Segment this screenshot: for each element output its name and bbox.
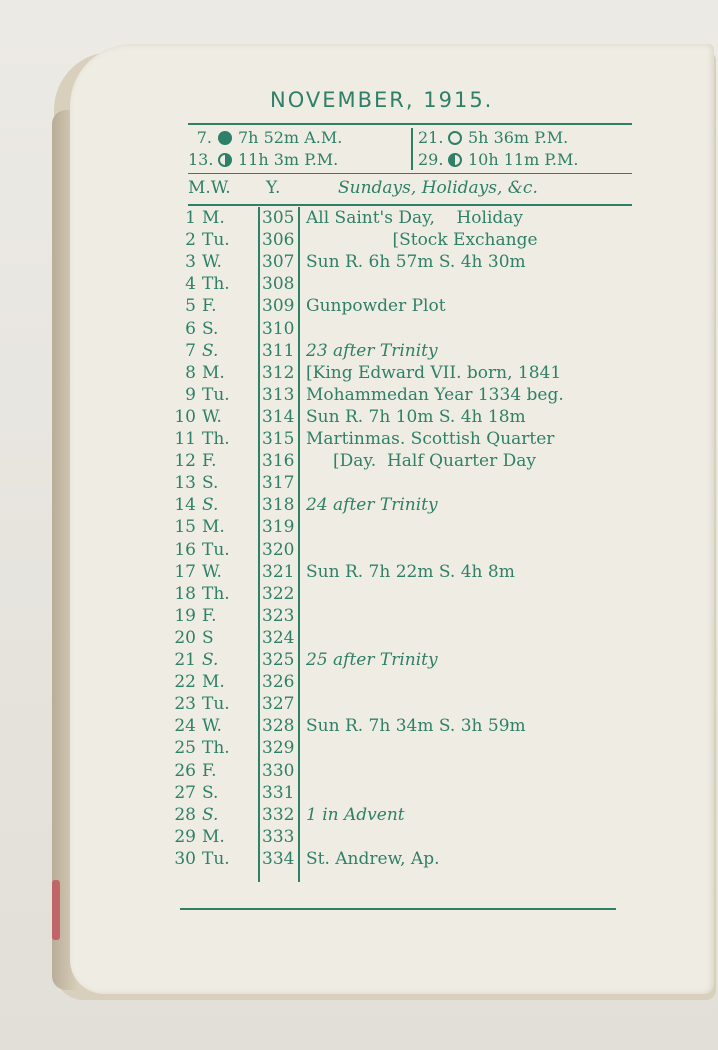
day-row bbox=[0, 761, 718, 783]
day-date bbox=[160, 738, 256, 758]
day-event: Sun R. 7h 34m S. 3h 59m bbox=[306, 716, 526, 737]
weekday: S. bbox=[202, 318, 219, 339]
weekday: Th. bbox=[202, 274, 230, 295]
day-event: Sun R. 6h 57m S. 4h 30m bbox=[306, 252, 526, 273]
weekday: F. bbox=[202, 605, 217, 626]
day-date bbox=[160, 849, 256, 869]
day-number: 20 bbox=[174, 627, 196, 648]
day-event: 1 in Advent bbox=[306, 804, 405, 825]
moon-phase-entry bbox=[418, 128, 568, 147]
weekday: F. bbox=[202, 451, 217, 472]
day-event: Mohammedan Year 1334 beg. bbox=[306, 384, 564, 405]
day-date bbox=[160, 584, 256, 604]
day-number: 29 bbox=[174, 826, 196, 847]
header-y: Y. bbox=[266, 178, 281, 198]
day-row bbox=[0, 230, 718, 252]
moon-phase-time: 5h 36m P.M. bbox=[468, 128, 569, 147]
full-moon-icon bbox=[448, 131, 462, 145]
moon-phase-time: 7h 52m A.M. bbox=[238, 128, 343, 147]
day-row bbox=[0, 407, 718, 429]
moon-phase-entry bbox=[418, 150, 578, 169]
weekday: Th. bbox=[202, 738, 230, 759]
weekday: M. bbox=[202, 517, 225, 538]
day-date bbox=[160, 628, 256, 648]
weekday: F. bbox=[202, 760, 217, 781]
day-date bbox=[160, 407, 256, 427]
day-date bbox=[160, 517, 256, 537]
day-number: 22 bbox=[174, 672, 196, 693]
weekday: S. bbox=[202, 782, 219, 803]
day-row bbox=[0, 827, 718, 849]
day-number: 2 bbox=[185, 230, 196, 251]
weekday: M. bbox=[202, 362, 225, 383]
day-date bbox=[160, 761, 256, 781]
day-number: 14 bbox=[174, 495, 196, 516]
day-of-year: 317 bbox=[262, 473, 295, 494]
day-date bbox=[160, 363, 256, 383]
day-date bbox=[160, 341, 256, 361]
day-number: 17 bbox=[174, 561, 196, 582]
day-number: 28 bbox=[174, 804, 196, 825]
day-number: 23 bbox=[174, 694, 196, 715]
day-row bbox=[0, 540, 718, 562]
day-number: 11 bbox=[174, 429, 196, 449]
day-date bbox=[160, 783, 256, 803]
header-notes: Sundays, Holidays, &c. bbox=[338, 178, 538, 198]
day-of-year: 315 bbox=[262, 429, 295, 449]
day-row bbox=[0, 694, 718, 716]
day-number: 27 bbox=[174, 782, 196, 803]
day-row bbox=[0, 274, 718, 296]
day-row bbox=[0, 562, 718, 584]
day-row bbox=[0, 451, 718, 473]
day-date bbox=[160, 296, 256, 316]
day-row bbox=[0, 296, 718, 318]
day-date bbox=[160, 208, 256, 228]
phase-rule bbox=[188, 173, 632, 174]
day-event: 23 after Trinity bbox=[306, 340, 438, 361]
weekday: M. bbox=[202, 208, 225, 228]
day-of-year: 332 bbox=[262, 804, 295, 825]
day-of-year: 318 bbox=[262, 495, 295, 516]
new-moon-icon bbox=[218, 131, 232, 145]
day-number: 24 bbox=[174, 716, 196, 737]
day-row bbox=[0, 429, 718, 451]
day-date bbox=[160, 385, 256, 405]
day-of-year: 320 bbox=[262, 539, 295, 560]
day-of-year: 334 bbox=[262, 848, 295, 869]
day-number: 8 bbox=[185, 362, 196, 383]
day-row bbox=[0, 341, 718, 363]
header-rule bbox=[188, 204, 632, 206]
day-date bbox=[160, 716, 256, 736]
day-date bbox=[160, 274, 256, 294]
phase-divider bbox=[411, 128, 413, 170]
day-event: [King Edward VII. born, 1841 bbox=[306, 362, 562, 383]
day-number: 10 bbox=[174, 406, 196, 427]
moon-phase-time: 10h 11m P.M. bbox=[468, 150, 579, 169]
moon-phase-entry bbox=[188, 150, 338, 169]
day-row bbox=[0, 473, 718, 495]
day-date bbox=[160, 672, 256, 692]
day-row bbox=[0, 606, 718, 628]
day-of-year: 316 bbox=[262, 451, 295, 472]
day-of-year: 311 bbox=[262, 340, 295, 361]
moon-phase-time: 11h 3m P.M. bbox=[238, 150, 339, 169]
day-number: 18 bbox=[174, 583, 196, 604]
day-row bbox=[0, 849, 718, 871]
day-of-year: 326 bbox=[262, 672, 295, 693]
day-date bbox=[160, 827, 256, 847]
moon-phase-day: 21. bbox=[418, 128, 444, 147]
day-event: Martinmas. Scottish Quarter bbox=[306, 429, 555, 449]
day-event: [Stock Exchange bbox=[306, 230, 538, 251]
page-title: NOVEMBER, 1915. bbox=[270, 88, 494, 112]
day-of-year: 314 bbox=[262, 406, 295, 427]
day-number: 26 bbox=[174, 760, 196, 781]
weekday: S. bbox=[202, 473, 219, 494]
day-number: 1 bbox=[185, 208, 196, 228]
day-of-year: 329 bbox=[262, 738, 295, 759]
day-of-year: 308 bbox=[262, 274, 295, 295]
day-of-year: 312 bbox=[262, 362, 295, 383]
day-event: Gunpowder Plot bbox=[306, 296, 446, 317]
weekday: S. bbox=[202, 804, 219, 825]
moon-phase-day: 29. bbox=[418, 150, 444, 169]
day-date bbox=[160, 540, 256, 560]
day-date bbox=[160, 319, 256, 339]
day-row bbox=[0, 716, 718, 738]
moon-phase-day: 7. bbox=[196, 128, 212, 147]
first-quarter-moon-icon bbox=[218, 153, 232, 167]
weekday: M. bbox=[202, 826, 225, 847]
day-row bbox=[0, 628, 718, 650]
day-event: Sun R. 7h 22m S. 4h 8m bbox=[306, 561, 515, 582]
day-number: 16 bbox=[174, 539, 196, 560]
day-event: St. Andrew, Ap. bbox=[306, 848, 440, 869]
weekday: S. bbox=[202, 650, 219, 670]
top-rule bbox=[188, 123, 632, 125]
day-of-year: 323 bbox=[262, 605, 295, 626]
weekday: M. bbox=[202, 672, 225, 693]
day-row bbox=[0, 783, 718, 805]
last-quarter-moon-icon bbox=[448, 153, 462, 167]
day-of-year: 319 bbox=[262, 517, 295, 538]
day-date bbox=[160, 252, 256, 272]
red-page-edge bbox=[52, 880, 60, 940]
weekday: Tu. bbox=[202, 539, 230, 560]
day-row bbox=[0, 319, 718, 341]
day-number: 9 bbox=[185, 384, 196, 405]
weekday: Tu. bbox=[202, 384, 230, 405]
day-of-year: 327 bbox=[262, 694, 295, 715]
day-number: 15 bbox=[174, 517, 196, 538]
day-row bbox=[0, 672, 718, 694]
day-of-year: 328 bbox=[262, 716, 295, 737]
day-of-year: 313 bbox=[262, 384, 295, 405]
day-of-year: 331 bbox=[262, 782, 295, 803]
weekday: W. bbox=[202, 252, 222, 273]
day-number: 3 bbox=[185, 252, 196, 273]
day-of-year: 330 bbox=[262, 760, 295, 781]
day-row bbox=[0, 252, 718, 274]
weekday: Tu. bbox=[202, 694, 230, 715]
weekday: W. bbox=[202, 716, 222, 737]
day-row bbox=[0, 363, 718, 385]
day-of-year: 310 bbox=[262, 318, 295, 339]
day-number: 21 bbox=[174, 650, 196, 670]
day-row bbox=[0, 208, 718, 230]
day-date bbox=[160, 694, 256, 714]
bottom-rule bbox=[180, 908, 616, 910]
day-row bbox=[0, 584, 718, 606]
day-row bbox=[0, 385, 718, 407]
day-of-year: 333 bbox=[262, 826, 295, 847]
moon-phase-day: 13. bbox=[188, 150, 214, 169]
day-number: 19 bbox=[174, 605, 196, 626]
day-of-year: 307 bbox=[262, 252, 295, 273]
day-number: 5 bbox=[185, 296, 196, 317]
weekday: Tu. bbox=[202, 230, 230, 251]
weekday: S. bbox=[202, 495, 219, 516]
day-number: 13 bbox=[174, 473, 196, 494]
day-date bbox=[160, 606, 256, 626]
day-event: All Saint's Day, Holiday bbox=[306, 208, 524, 228]
moon-phase-entry bbox=[188, 128, 342, 147]
weekday: S bbox=[202, 627, 214, 648]
day-date bbox=[160, 473, 256, 493]
weekday: W. bbox=[202, 406, 222, 427]
day-number: 12 bbox=[174, 451, 196, 472]
weekday: W. bbox=[202, 561, 222, 582]
day-date bbox=[160, 429, 256, 449]
day-date bbox=[160, 805, 256, 825]
weekday: F. bbox=[202, 296, 217, 317]
day-of-year: 322 bbox=[262, 583, 295, 604]
day-number: 7 bbox=[185, 340, 196, 361]
day-of-year: 324 bbox=[262, 627, 295, 648]
day-of-year: 321 bbox=[262, 561, 295, 582]
day-event: Sun R. 7h 10m S. 4h 18m bbox=[306, 406, 526, 427]
day-of-year: 309 bbox=[262, 296, 295, 317]
day-date bbox=[160, 230, 256, 250]
day-event: [Day. Half Quarter Day bbox=[306, 451, 537, 472]
day-of-year: 305 bbox=[262, 208, 295, 228]
weekday: Th. bbox=[202, 429, 230, 449]
day-row bbox=[0, 805, 718, 827]
day-number: 4 bbox=[185, 274, 196, 295]
day-event: 24 after Trinity bbox=[306, 495, 438, 516]
day-date bbox=[160, 451, 256, 471]
day-date bbox=[160, 650, 256, 670]
weekday: Th. bbox=[202, 583, 230, 604]
day-row bbox=[0, 650, 718, 672]
weekday: S. bbox=[202, 340, 219, 361]
day-of-year: 306 bbox=[262, 230, 295, 251]
weekday: Tu. bbox=[202, 848, 230, 869]
day-row bbox=[0, 738, 718, 760]
day-row bbox=[0, 495, 718, 517]
day-number: 25 bbox=[174, 738, 196, 759]
header-mw: M.W. bbox=[188, 178, 231, 198]
day-number: 6 bbox=[185, 318, 196, 339]
day-event: 25 after Trinity bbox=[306, 650, 438, 670]
day-number: 30 bbox=[174, 848, 196, 869]
day-date bbox=[160, 562, 256, 582]
day-of-year: 325 bbox=[262, 650, 295, 670]
day-row bbox=[0, 517, 718, 539]
day-date bbox=[160, 495, 256, 515]
